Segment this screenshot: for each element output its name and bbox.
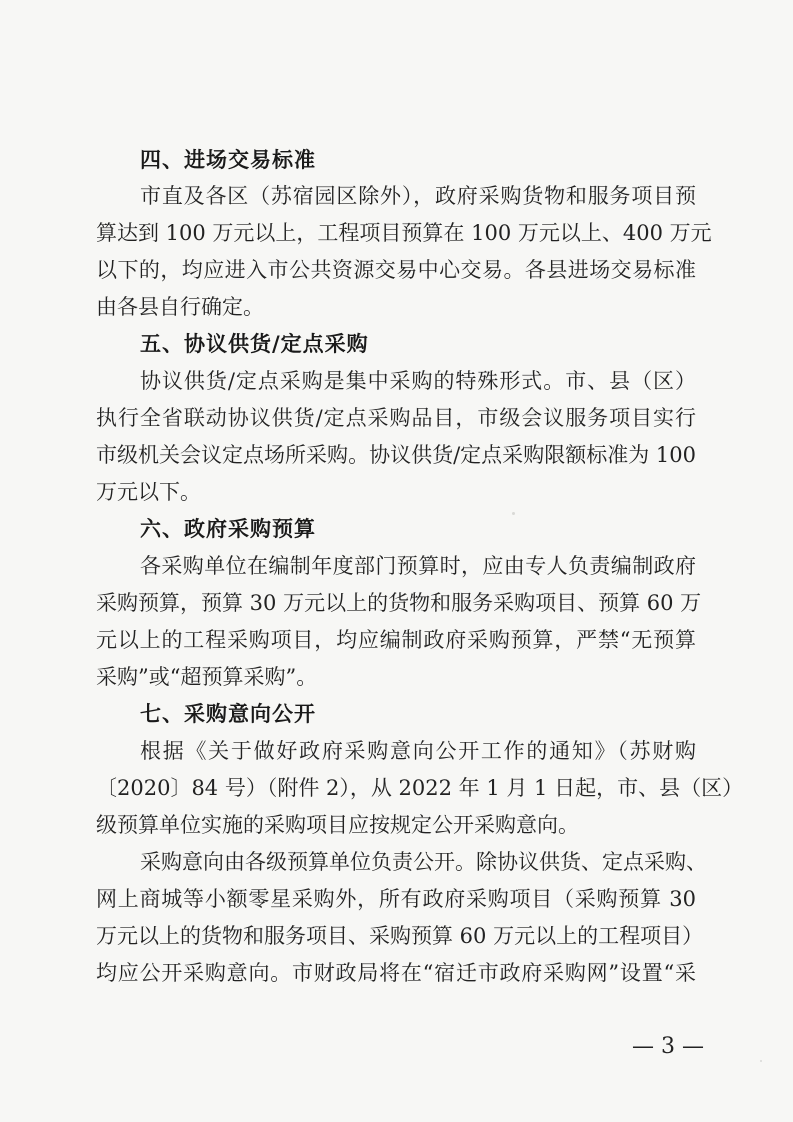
paragraph-line: 万元以下。 xyxy=(96,480,201,504)
scan-speck xyxy=(512,512,515,515)
paragraph-line: 以下的，均应进入市公共资源交易中心交易。各县进场交易标准 xyxy=(96,258,696,282)
paragraph-line: 〔2020〕84 号）（附件 2），从 2022 年 1 月 1 日起，市、县（区） xyxy=(96,776,744,800)
paragraph-line: 市级机关会议定点场所采购。协议供货/定点采购限额标准为 100 xyxy=(96,443,696,467)
paragraph-line: 由各县自行确定。 xyxy=(96,295,264,319)
paragraph-line: 采购意向由各级预算单位负责公开。除协议供货、定点采购、 xyxy=(140,850,707,874)
paragraph-line: 网上商城等小额零星采购外，所有政府采购项目（采购预算 30 xyxy=(96,887,696,911)
paragraph-line: 均应公开采购意向。市财政局将在“宿迁市政府采购网”设置“采 xyxy=(96,961,696,985)
section-heading: 六、政府采购预算 xyxy=(140,517,316,541)
paragraph-line: 执行全省联动协议供货/定点采购品目，市级会议服务项目实行 xyxy=(96,406,696,430)
section-heading: 七、采购意向公开 xyxy=(140,702,316,726)
paragraph-line: 算达到 100 万元以上，工程项目预算在 100 万元以上、400 万元 xyxy=(96,221,712,245)
paragraph-line: 采购预算，预算 30 万元以上的货物和服务采购项目、预算 60 万 xyxy=(96,591,702,615)
paragraph-line: 万元以上的货物和服务项目、采购预算 60 万元以上的工程项目） xyxy=(96,924,704,948)
section-heading: 四、进场交易标准 xyxy=(140,148,316,172)
page-number: — 3 — xyxy=(632,1034,704,1059)
paragraph-line: 采购”或“超预算采购”。 xyxy=(96,665,318,689)
section-heading: 五、协议供货/定点采购 xyxy=(140,332,369,356)
paragraph-line: 市直及各区（苏宿园区除外），政府采购货物和服务项目预 xyxy=(140,184,696,208)
paragraph-line: 级预算单位实施的采购项目应按规定公开采购意向。 xyxy=(96,813,579,837)
scan-speck xyxy=(760,1060,762,1062)
paragraph-line: 协议供货/定点采购是集中采购的特殊形式。市、县（区） xyxy=(140,369,696,393)
paragraph-line: 各采购单位在编制年度部门预算时，应由专人负责编制政府 xyxy=(140,554,696,578)
paragraph-line: 元以上的工程采购项目，均应编制政府采购预算，严禁“无预算 xyxy=(96,628,696,652)
paragraph-line: 根据《关于做好政府采购意向公开工作的通知》（苏财购 xyxy=(140,739,696,763)
